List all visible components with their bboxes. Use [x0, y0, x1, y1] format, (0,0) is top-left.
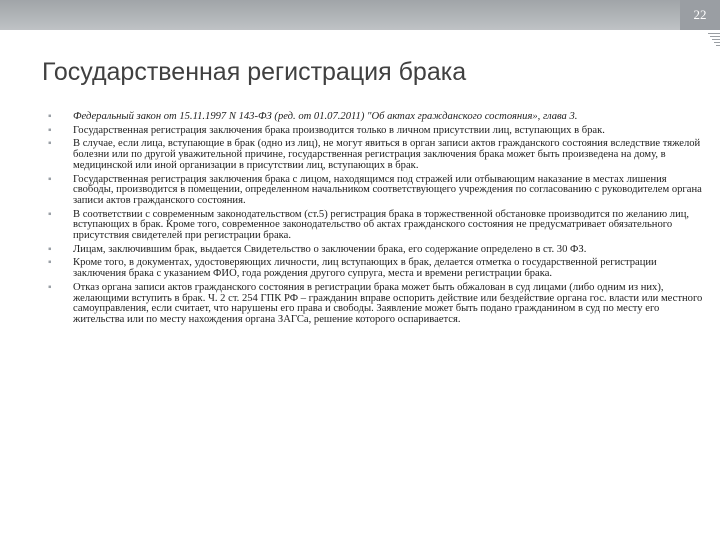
bullet-icon: ▪	[48, 208, 52, 220]
list-item	[48, 258, 708, 279]
header-band	[0, 0, 720, 30]
bullet-list	[48, 112, 708, 329]
corner-decoration	[708, 33, 720, 47]
bullet-icon: ▪	[48, 281, 52, 293]
list-item-text: Отказ органа записи актов гражданского состояния в регистрации брака может быть обжалован в суд лицами (либо одним из них), желающими вступить в брак. Ч. 2 ст. 254 ГПК РФ – гражданин вправе оспорить действие или бездействие органа гос. власти или местного самоуправления, если считает, что нарушены его права и свободы. Заявление может быть подано гражданином в суд по месту его жительства или по месту нахождения органа ЗАГСа, решение которого оспаривается.	[73, 281, 703, 325]
bullet-icon: ▪	[48, 257, 52, 269]
list-item	[48, 126, 708, 137]
list-item	[48, 112, 708, 123]
slide-title: Государственная регистрация брака	[42, 58, 467, 86]
list-item-text: Государственная регистрация заключения брака с лицом, находящимся под стражей или отбывающим наказание в местах лишения свободы, производится в помещении, определенном начальником соответствующего учреждения по согласованию с руководителем органа записи актов гражданского состояния.	[73, 173, 702, 206]
list-item-text: В случае, если лица, вступающие в брак (одно из лиц), не могут явиться в орган записи актов гражданского состояния вследствие тяжелой болезни или по другой уважительной причине, государственная регистрация заключения брака может быть произведена на дому, в медицинской или иной организации в присутствии лиц, вступающих в брак.	[73, 138, 701, 171]
bullet-icon: ▪	[48, 124, 52, 136]
bullet-icon: ▪	[48, 243, 52, 255]
list-item-text: Кроме того, в документах, удостоверяющих личности, лиц вступающих в брак, делается отметка о государственной регистрации заключения брака с указанием ФИО, года рождения другого супруга, места и времени регистрации брака.	[73, 257, 657, 280]
list-item	[48, 210, 708, 242]
list-item	[48, 139, 708, 171]
bullet-icon: ▪	[48, 111, 52, 122]
list-item-text: Государственная регистрация заключения брака производится только в личном присутствии лиц, вступающих в брак.	[73, 124, 605, 136]
bullet-icon: ▪	[48, 138, 52, 150]
list-item	[48, 175, 708, 207]
list-item-text: В соответствии с современным законодательством (ст.5) регистрация брака в торжественной обстановке производится по желанию лиц, вступающих в брак. Кроме того, современное законодательство об актах гражданского состояния не предусматривает обязательного присутствия свидетелей при регистрации брака.	[73, 208, 690, 242]
list-item	[48, 245, 708, 256]
list-item-text: Федеральный закон от 15.11.1997 N 143-ФЗ (ред. от 01.07.2011) "Об актах гражданского состояния», глава 3.	[73, 111, 578, 122]
page-number: 22	[680, 0, 720, 30]
bullet-icon: ▪	[48, 173, 52, 185]
list-item-text: Лицам, заключившим брак, выдается Свидетельство о заключении брака, его содержание определено в ст. 30 ФЗ.	[73, 243, 587, 255]
list-item	[48, 283, 708, 326]
